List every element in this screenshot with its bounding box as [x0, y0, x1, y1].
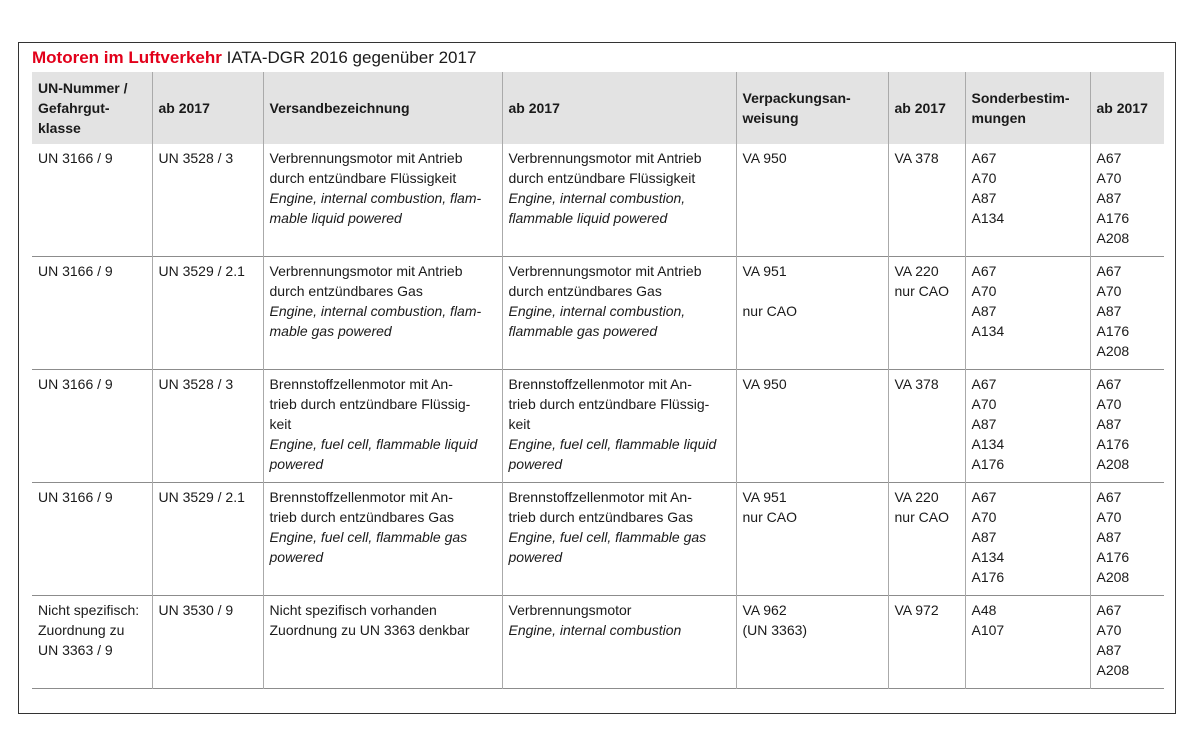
cell-text: A70 [971, 170, 997, 186]
cell-text: Versandbezeichnung [269, 100, 410, 116]
cell-text: A87 [971, 416, 997, 432]
shipping-name-cell [263, 596, 502, 689]
packing-instruction-cell [736, 596, 888, 689]
cell-text: klasse [38, 120, 81, 136]
header-cell [502, 72, 736, 144]
cell-text: A134 [971, 436, 1005, 452]
english-text: Engine, internal combustion, flam- [269, 303, 482, 319]
packing-instruction-cell [736, 257, 888, 370]
cell-text: A134 [971, 323, 1005, 339]
shipping-name-cell [263, 257, 502, 370]
packing-instruction-cell [736, 370, 888, 483]
cell-text: A67 [971, 376, 997, 392]
cell-text: A87 [1096, 642, 1122, 658]
cell-text: A87 [1096, 416, 1122, 432]
cell-text [743, 281, 882, 301]
special-provisions-2017-cell [1090, 370, 1164, 483]
english-text: Engine, fuel cell, flammable gas [269, 529, 468, 545]
table-body [32, 144, 1164, 689]
cell-text: keit [269, 416, 292, 432]
cell-text: Zuordnung zu [38, 622, 125, 638]
cell-text: A70 [1096, 509, 1122, 525]
header-cell [888, 72, 965, 144]
un-number-cell [32, 596, 152, 689]
cell-text: Sonderbestim- [971, 90, 1070, 106]
header-cell [965, 72, 1090, 144]
cell-text: ab 2017 [1096, 100, 1148, 116]
un-number-2017-cell [152, 144, 263, 257]
header-row [32, 72, 1164, 144]
cell-text: trieb durch entzündbares Gas [508, 509, 693, 525]
shipping-name-2017-cell [502, 370, 736, 483]
table-row [32, 370, 1164, 483]
cell-text: A87 [971, 303, 997, 319]
cell-text: Nicht spezifisch: [38, 602, 140, 618]
cell-text: VA 378 [894, 150, 939, 166]
shipping-name-2017-cell [502, 257, 736, 370]
shipping-name-cell [263, 370, 502, 483]
packing-instruction-2017-cell [888, 370, 965, 483]
cell-text: Verbrennungsmotor mit Antrieb [269, 150, 463, 166]
cell-text: durch entzündbare Flüssigkeit [269, 170, 457, 186]
shipping-name-2017-cell [502, 596, 736, 689]
special-provisions-cell [965, 370, 1090, 483]
cell-text: UN 3166 / 9 [38, 376, 113, 392]
header-cell [736, 72, 888, 144]
title-rest: IATA-DGR 2016 gegenüber 2017 [226, 48, 477, 67]
cell-text: A134 [971, 210, 1005, 226]
cell-text: keit [508, 416, 531, 432]
special-provisions-cell [965, 144, 1090, 257]
cell-text: Verbrennungsmotor mit Antrieb [269, 263, 463, 279]
cell-text: A208 [1096, 230, 1130, 246]
cell-text: VA 950 [742, 150, 787, 166]
special-provisions-2017-cell [1090, 257, 1164, 370]
cell-text: A87 [1096, 190, 1122, 206]
cell-text: VA 951 [742, 489, 787, 505]
cell-text: UN 3529 / 2.1 [158, 489, 245, 505]
cell-text: UN 3166 / 9 [38, 263, 113, 279]
table-row [32, 596, 1164, 689]
cell-text: UN 3363 / 9 [38, 642, 113, 658]
cell-text: (UN 3363) [742, 622, 808, 638]
un-number-2017-cell [152, 257, 263, 370]
un-number-2017-cell [152, 370, 263, 483]
cell-text: mungen [971, 110, 1026, 126]
english-text: Engine, internal combustion, [508, 303, 686, 319]
packing-instruction-2017-cell [888, 144, 965, 257]
english-text: Engine, fuel cell, flammable liquid [508, 436, 717, 452]
special-provisions-2017-cell [1090, 483, 1164, 596]
cell-text: durch entzündbares Gas [508, 283, 662, 299]
un-number-cell [32, 257, 152, 370]
cell-text: UN 3529 / 2.1 [158, 263, 245, 279]
cell-text: trieb durch entzündbare Flüssig- [508, 396, 710, 412]
un-number-2017-cell [152, 596, 263, 689]
shipping-name-cell [263, 144, 502, 257]
cell-text: A67 [971, 489, 997, 505]
cell-text: ab 2017 [894, 100, 946, 116]
english-text: flammable liquid powered [508, 210, 668, 226]
cell-text: A70 [971, 283, 997, 299]
packing-instruction-2017-cell [888, 483, 965, 596]
table-row [32, 483, 1164, 596]
cell-text: A176 [1096, 436, 1130, 452]
cell-text: VA 972 [894, 602, 939, 618]
english-text: Engine, internal combustion, flam- [269, 190, 482, 206]
cell-text: A134 [971, 549, 1005, 565]
cell-text: A67 [1096, 376, 1122, 392]
un-number-cell [32, 144, 152, 257]
cell-text: VA 951 [742, 263, 787, 279]
cell-text: ab 2017 [508, 100, 560, 116]
cell-text: A208 [1096, 456, 1130, 472]
english-text: flammable gas powered [508, 323, 658, 339]
un-number-cell [32, 483, 152, 596]
cell-text: A67 [1096, 489, 1122, 505]
cell-text: A208 [1096, 662, 1130, 678]
packing-instruction-cell [736, 483, 888, 596]
cell-text: ab 2017 [158, 100, 210, 116]
cell-text: Verbrennungsmotor [508, 602, 632, 618]
cell-text: A70 [1096, 622, 1122, 638]
cell-text: nur CAO [894, 283, 949, 299]
cell-text: A87 [971, 529, 997, 545]
english-text: Engine, internal combustion [508, 622, 682, 638]
cell-text: A87 [971, 190, 997, 206]
english-text: powered [269, 456, 324, 472]
cell-text: A176 [971, 569, 1005, 585]
cell-text: A70 [1096, 283, 1122, 299]
cell-text: trieb durch entzündbares Gas [269, 509, 454, 525]
cell-text: A176 [1096, 549, 1130, 565]
english-text: powered [508, 549, 563, 565]
english-text: Engine, internal combustion, [508, 190, 686, 206]
table-row [32, 144, 1164, 257]
shipping-name-2017-cell [502, 483, 736, 596]
special-provisions-2017-cell [1090, 596, 1164, 689]
packing-instruction-2017-cell [888, 257, 965, 370]
cell-text: nur CAO [742, 303, 797, 319]
cell-text: UN-Nummer / [38, 80, 128, 96]
cell-text: A67 [971, 263, 997, 279]
cell-text: A87 [1096, 529, 1122, 545]
cell-text: A48 [971, 602, 997, 618]
cell-text: Brennstoffzellenmotor mit An- [269, 376, 453, 392]
cell-text: A70 [971, 396, 997, 412]
table-frame [18, 42, 1176, 714]
english-text: Engine, fuel cell, flammable liquid [269, 436, 478, 452]
cell-text: A208 [1096, 343, 1130, 359]
cell-text: UN 3166 / 9 [38, 150, 113, 166]
packing-instruction-2017-cell [888, 596, 965, 689]
cell-text: Brennstoffzellenmotor mit An- [508, 376, 692, 392]
cell-text: A67 [971, 150, 997, 166]
special-provisions-2017-cell [1090, 144, 1164, 257]
cell-text: VA 220 [894, 489, 939, 505]
cell-text: A67 [1096, 263, 1122, 279]
cell-text: A176 [971, 456, 1005, 472]
cell-text: VA 220 [894, 263, 939, 279]
cell-text: nur CAO [742, 509, 797, 525]
header-cell [152, 72, 263, 144]
packing-instruction-cell [736, 144, 888, 257]
special-provisions-cell [965, 257, 1090, 370]
cell-text: VA 950 [742, 376, 787, 392]
cell-text: Zuordnung zu UN 3363 denkbar [269, 622, 470, 638]
english-text: mable liquid powered [269, 210, 402, 226]
table-row [32, 257, 1164, 370]
cell-text: VA 962 [742, 602, 787, 618]
un-number-cell [32, 370, 152, 483]
cell-text: UN 3530 / 9 [158, 602, 234, 618]
cell-text: A70 [971, 509, 997, 525]
title-highlight: Motoren im Luftverkehr [32, 48, 222, 67]
cell-text: Nicht spezifisch vorhanden [269, 602, 437, 618]
header-cell [263, 72, 502, 144]
cell-text: Verbrennungsmotor mit Antrieb [508, 263, 702, 279]
cell-text: UN 3166 / 9 [38, 489, 113, 505]
english-text: powered [508, 456, 563, 472]
special-provisions-cell [965, 596, 1090, 689]
cell-text: UN 3528 / 3 [158, 150, 234, 166]
un-number-2017-cell [152, 483, 263, 596]
cell-text: A87 [1096, 303, 1122, 319]
cell-text: Verbrennungsmotor mit Antrieb [508, 150, 702, 166]
engines-table [32, 72, 1164, 689]
cell-text: A176 [1096, 323, 1130, 339]
cell-text: Verpackungsan- [742, 90, 851, 106]
shipping-name-2017-cell [502, 144, 736, 257]
cell-text: Gefahrgut- [38, 100, 110, 116]
special-provisions-cell [965, 483, 1090, 596]
cell-text: A107 [971, 622, 1005, 638]
table-title [32, 47, 476, 69]
cell-text: durch entzündbare Flüssigkeit [508, 170, 696, 186]
english-text: mable gas powered [269, 323, 392, 339]
shipping-name-cell [263, 483, 502, 596]
cell-text: nur CAO [894, 509, 949, 525]
cell-text: VA 378 [894, 376, 939, 392]
cell-text: Brennstoffzellenmotor mit An- [508, 489, 692, 505]
cell-text: durch entzündbares Gas [269, 283, 423, 299]
header-cell [32, 72, 152, 144]
cell-text: A70 [1096, 396, 1122, 412]
cell-text: A70 [1096, 170, 1122, 186]
english-text: Engine, fuel cell, flammable gas [508, 529, 707, 545]
cell-text: A67 [1096, 602, 1122, 618]
english-text: powered [269, 549, 324, 565]
cell-text: Brennstoffzellenmotor mit An- [269, 489, 453, 505]
cell-text: A208 [1096, 569, 1130, 585]
cell-text: UN 3528 / 3 [158, 376, 234, 392]
cell-text: A176 [1096, 210, 1130, 226]
cell-text: A67 [1096, 150, 1122, 166]
cell-text: weisung [742, 110, 799, 126]
header-cell [1090, 72, 1164, 144]
cell-text: trieb durch entzündbare Flüssig- [269, 396, 471, 412]
